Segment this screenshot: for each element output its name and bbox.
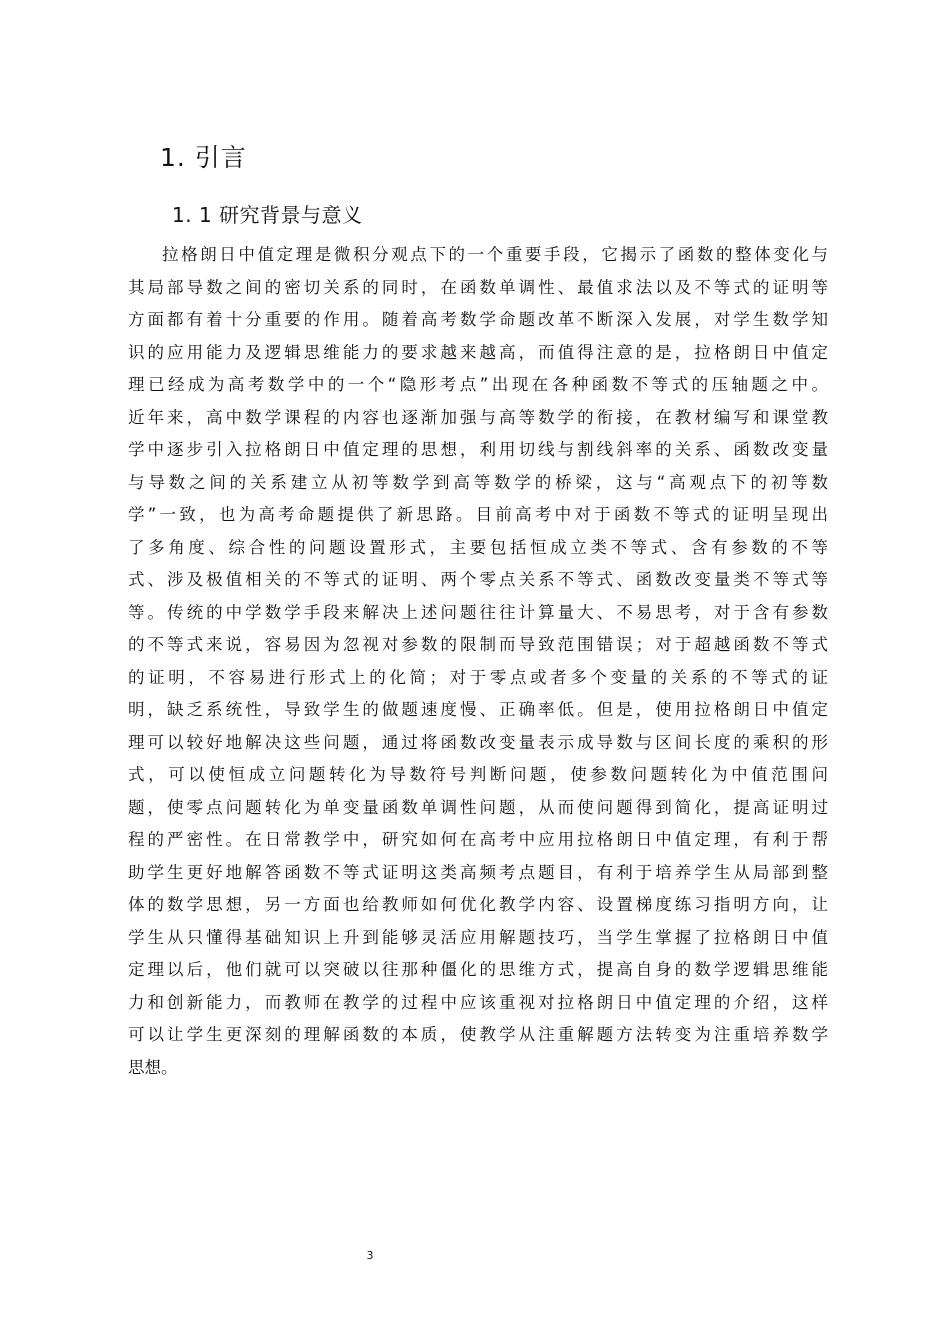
paragraph-line: 其局部导数之间的密切关系的同时，在函数单调性、最值求法以及不等式的证明等 <box>128 277 828 297</box>
paragraph-line: 识的应用能力及逻辑思维能力的要求越来越高，而值得注意的是，拉格朗日中值定 <box>128 342 828 362</box>
paragraph-line: 式，可以使恒成立问题转化为导数符号判断问题，使参数问题转化为中值范围问 <box>128 765 828 784</box>
paragraph-line: 近年来，高中数学课程的内容也逐渐加强与高等数学的衔接，在教材编写和课堂教 <box>128 407 828 427</box>
paragraph-line: 力和创新能力，而教师在教学的过程中应该重视对拉格朗日中值定理的介绍，这样 <box>128 992 828 1012</box>
paragraph-line: 式、涉及极值相关的不等式的证明、两个零点关系不等式、函数改变量类不等式等 <box>128 570 828 589</box>
paragraph-line: 学生从只懂得基础知识上升到能够灵活应用解题技巧，当学生掌握了拉格朗日中值 <box>128 927 828 947</box>
paragraph-line: 学”一致，也为高考命题提供了新思路。目前高考中对于函数不等式的证明呈现出 <box>128 505 828 524</box>
paragraph-line: 与导数之间的关系建立从初等数学到高等数学的桥梁，这与“高观点下的初等数 <box>128 472 828 492</box>
paragraph-line: 了多角度、综合性的问题设置形式，主要包括恒成立类不等式、含有参数的不等 <box>128 537 828 557</box>
paragraph-line: 明，缺乏系统性，导致学生的做题速度慢、正确率低。但是，使用拉格朗日中值定 <box>128 700 828 719</box>
paragraph-line: 助学生更好地解答函数不等式证明这类高频考点题目，有利于培养学生从局部到整 <box>128 862 828 882</box>
paragraph-line: 思想。 <box>128 1057 178 1077</box>
subsection-heading: 1. 1 研究背景与意义 <box>172 203 363 227</box>
paragraph-line: 拉格朗日中值定理是微积分观点下的一个重要手段，它揭示了函数的整体变化与 <box>162 245 828 264</box>
page-number: 3 <box>366 1249 374 1262</box>
paragraph-line: 方面都有着十分重要的作用。随着高考数学命题改革不断深入发展，对学生数学知 <box>128 310 828 329</box>
paragraph-line: 定理以后，他们就可以突破以往那种僵化的思维方式，提高自身的数学逻辑思维能 <box>128 960 828 979</box>
section-heading: 1. 引言 <box>160 143 247 172</box>
paragraph-line: 题，使零点问题转化为单变量函数单调性问题，从而使问题得到简化，提高证明过 <box>128 797 828 817</box>
paragraph-line: 的证明，不容易进行形式上的化简；对于零点或者多个变量的关系的不等式的证 <box>128 667 828 687</box>
paragraph-line: 学中逐步引入拉格朗日中值定理的思想，利用切线与割线斜率的关系、函数改变量 <box>128 440 828 459</box>
paragraph-line: 的不等式来说，容易因为忽视对参数的限制而导致范围错误；对于超越函数不等式 <box>128 635 828 654</box>
paragraph-line: 理可以较好地解决这些问题，通过将函数改变量表示成导数与区间长度的乘积的形 <box>128 732 828 752</box>
paragraph-line: 程的严密性。在日常教学中，研究如何在高考中应用拉格朗日中值定理，有利于帮 <box>128 830 828 849</box>
paragraph-line: 理已经成为高考数学中的一个“隐形考点”出现在各种函数不等式的压轴题之中。 <box>128 375 828 394</box>
paragraph-line: 可以让学生更深刻的理解函数的本质，使教学从注重解题方法转变为注重培养数学 <box>128 1025 828 1044</box>
paragraph-line: 等。传统的中学数学手段来解决上述问题往往计算量大、不易思考，对于含有参数 <box>128 602 828 622</box>
body-paragraph <box>128 239 828 1084</box>
paragraph-line: 体的数学思想，另一方面也给教师如何优化教学内容、设置梯度练习指明方向，让 <box>128 895 828 914</box>
